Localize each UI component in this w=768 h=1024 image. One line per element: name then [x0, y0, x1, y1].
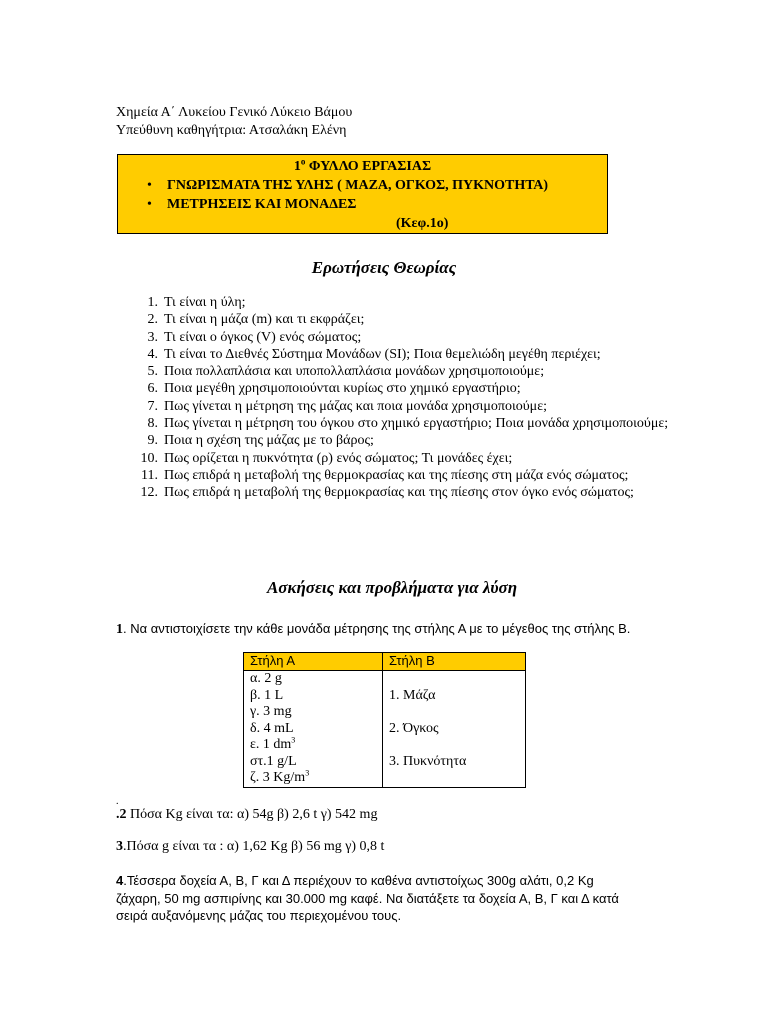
unit-option-text: ζ. 3 Kg/m	[250, 770, 306, 785]
quantity-option: 2. Όγκος	[389, 720, 439, 736]
theory-question	[136, 311, 674, 328]
theory-question	[136, 398, 674, 415]
theory-question-text: Πως επιδρά η μεταβολή της θερμοκρασίας και της πίεσης στον όγκο ενός σώματος;	[164, 485, 634, 501]
exercise-1	[116, 620, 636, 638]
unit-option	[250, 737, 382, 754]
theory-question-number: 12.	[140, 485, 158, 501]
quantity-option	[389, 770, 525, 787]
unit-option	[250, 688, 382, 705]
worksheet-heading-text: ΦΥΛΛΟ ΕΡΓΑΣΙΑΣ	[305, 159, 432, 174]
theory-question-text: Ποια πολλαπλάσια και υποπολλαπλάσια μονάδων χρησιμοποιούμε;	[164, 364, 545, 380]
theory-question	[136, 363, 674, 380]
header-teacher-line: Υπεύθυνη καθηγήτρια: Ατσαλάκη Ελένη	[116, 123, 347, 138]
theory-question	[136, 329, 674, 346]
unit-option-text: γ. 3 mg	[250, 704, 292, 719]
unit-option-text: δ. 4 mL	[250, 720, 294, 736]
theory-question	[136, 432, 674, 449]
theory-question-number: 10.	[140, 450, 158, 466]
quantity-option	[389, 671, 525, 688]
theory-question-text: Πως ορίζεται η πυκνότητα (ρ) ενός σώματος; Τι μονάδες έχει;	[164, 450, 513, 466]
chapter-label: (Κεφ.1ο)	[396, 216, 449, 231]
quantity-option: 1. Μάζα	[389, 687, 436, 703]
theory-question-number: 11.	[141, 467, 158, 483]
unit-option-text: ε. 1 dm	[250, 737, 292, 752]
theory-question-number: 7.	[147, 398, 158, 414]
exercise-2	[116, 806, 377, 823]
theory-question-number: 3.	[147, 329, 158, 345]
theory-question	[136, 346, 674, 363]
theory-question-number: 5.	[147, 364, 158, 380]
bullet-icon: •	[147, 178, 152, 193]
topic-item-label: ΓΝΩΡΙΣΜΑΤΑ ΤΗΣ ΥΛΗΣ ( ΜΑΖΑ, ΟΓΚΟΣ, ΠΥΚΝΟΤΗΤΑ)	[167, 178, 549, 193]
topic-item-label: ΜΕΤΡΗΣΕΙΣ ΚΑΙ ΜΟΝΑΔΕΣ	[167, 197, 357, 212]
unit-option-text: β. 1 L	[250, 687, 284, 703]
bullet-icon: •	[147, 197, 152, 212]
unit-exponent: 3	[291, 735, 296, 745]
column-b-header: Στήλη Β	[383, 653, 526, 671]
column-a-cell	[244, 671, 383, 788]
theory-question-text: Πως γίνεται η μέτρηση της μάζας και ποια μονάδα χρησιμοποιούμε;	[164, 398, 547, 414]
exercise-3-text: .Πόσα g είναι τα : α) 1,62 Kg β) 56 mg γ) 0,8 t	[123, 839, 385, 854]
unit-option	[250, 704, 382, 721]
theory-question-number: 8.	[147, 416, 158, 432]
quantity-option	[389, 704, 525, 721]
worksheet-heading	[118, 157, 607, 176]
exercise-4-text: .Τέσσερα δοχεία Α, Β, Γ και Δ περιέχουν το καθένα αντιστοίχως 300g αλάτι, 0,2 Kg ζάχαρη, 50 mg ασπιρίνης και 30.000 mg καφέ. Να διατάξετε τα δοχεία Α, Β, Γ και Δ κατά σειρά αυξανόμενης μάζας του περιεχομένου τους.	[116, 873, 619, 923]
topic-item	[147, 176, 549, 195]
theory-question	[136, 380, 674, 397]
unit-option	[250, 721, 382, 738]
theory-question-number: 9.	[147, 433, 158, 449]
exercise-4	[116, 872, 638, 925]
theory-question	[136, 415, 674, 432]
worksheet-number: 1	[293, 159, 301, 174]
column-a-header: Στήλη Α	[244, 653, 383, 671]
theory-question-text: Ποια η σχέση της μάζας με το βάρος;	[164, 433, 374, 449]
worksheet-number-sup: ο	[300, 156, 306, 167]
unit-option	[250, 671, 382, 688]
quantity-option: 3. Πυκνότητα	[389, 753, 467, 769]
quantity-option	[389, 737, 525, 754]
theory-question-text: Τι είναι η μάζα (m) και τι εκφράζει;	[164, 312, 365, 328]
unit-option	[250, 754, 382, 771]
unit-option	[250, 770, 382, 787]
matching-table	[243, 652, 526, 788]
exercises-section-title: Ασκήσεις και προβλήματα για λύση	[266, 578, 518, 597]
exercise-4-number: 4	[116, 873, 124, 888]
topic-item	[147, 195, 548, 214]
theory-question-text: Ποια μεγέθη χρησιμοποιούνται κυρίως στο χημικό εργαστήριο;	[164, 381, 521, 397]
theory-question	[136, 484, 674, 501]
exercise-3-number: 3	[116, 839, 123, 854]
exercise-2-text: Πόσα Kg είναι τα: α) 54g β) 2,6 t γ) 542 mg	[126, 807, 378, 822]
theory-question-text: Τι είναι η ύλη;	[164, 295, 246, 310]
theory-question	[136, 450, 674, 467]
theory-question-text: Τι είναι το Διεθνές Σύστημα Μονάδων (SI); Ποια θεμελιώδη μεγέθη περιέχει;	[164, 346, 601, 362]
column-b-cell	[383, 671, 526, 788]
theory-question	[136, 467, 674, 484]
theory-question-text: Πως γίνεται η μέτρηση του όγκου στο χημικό εργαστήριο; Ποια μονάδα χρησιμοποιούμε;	[164, 416, 669, 432]
stray-dot: .	[116, 796, 119, 807]
theory-question-number: 2.	[147, 312, 158, 328]
exercise-2-number: .2	[116, 807, 127, 822]
unit-exponent: 3	[305, 768, 310, 778]
unit-option-text: στ.1 g/L	[250, 753, 297, 769]
theory-question-text: Τι είναι ο όγκος (V) ενός σώματος;	[164, 329, 362, 345]
theory-question-list	[136, 294, 674, 502]
exercise-1-number: 1	[116, 622, 123, 637]
theory-question	[136, 294, 674, 311]
topic-list	[118, 176, 548, 214]
theory-question-text: Πως επιδρά η μεταβολή της θερμοκρασίας και της πίεσης στη μάζα ενός σώματος;	[164, 467, 629, 483]
theory-question-number: 1.	[147, 295, 158, 310]
header-school-line: Χημεία Α΄ Λυκείου Γενικό Λύκειο Βάμου	[116, 105, 353, 120]
unit-option-text: α. 2 g	[250, 671, 282, 686]
worksheet-title-box	[117, 154, 608, 234]
theory-question-number: 6.	[147, 381, 158, 397]
exercise-1-text: . Να αντιστοιχίσετε την κάθε μονάδα μέτρησης της στήλης Α με το μέγεθος της στήλης Β.	[123, 621, 631, 636]
theory-question-number: 4.	[147, 346, 158, 362]
exercise-3	[116, 838, 384, 855]
theory-section-title: Ερωτήσεις Θεωρίας	[311, 258, 457, 277]
